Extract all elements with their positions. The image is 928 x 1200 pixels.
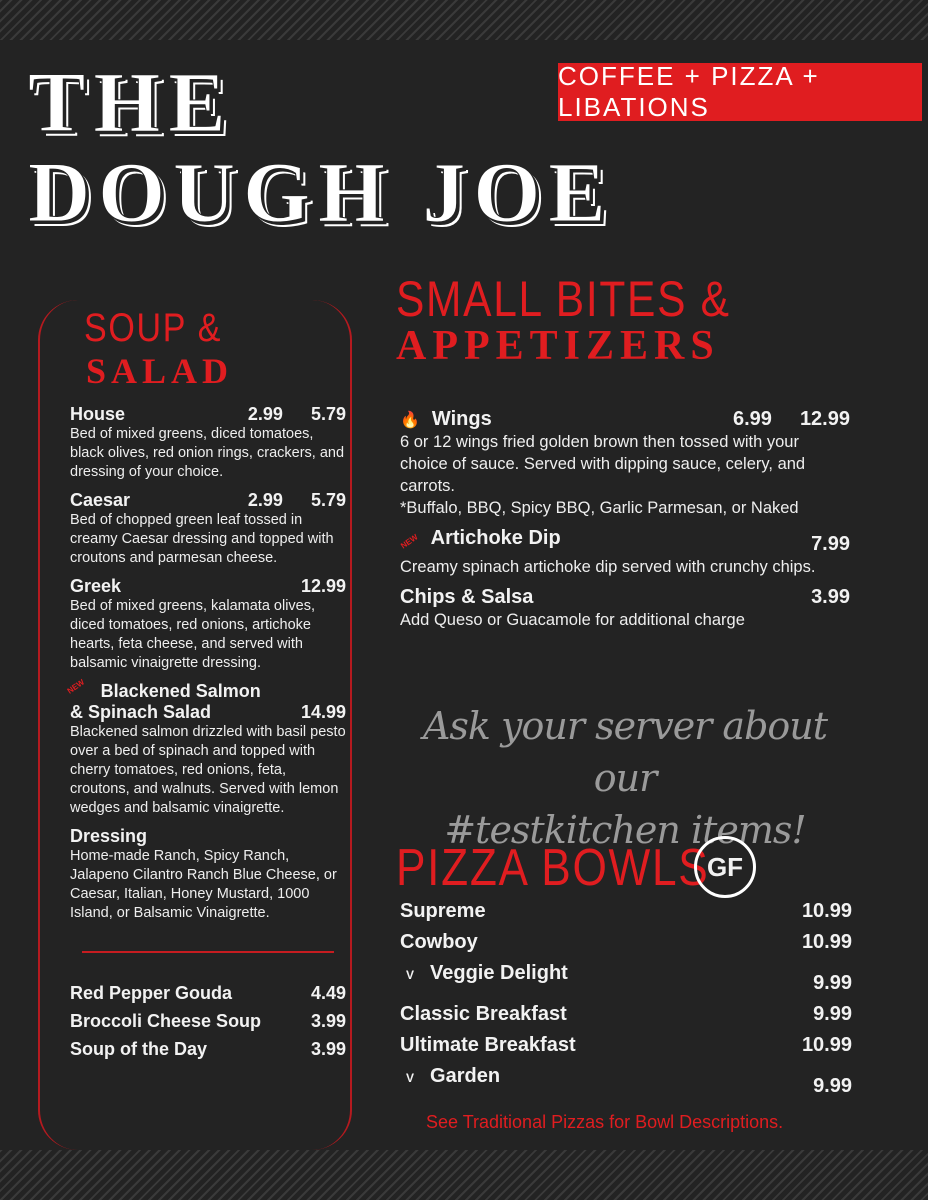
item-price: 3.99 (310, 1011, 346, 1031)
item-price: 7.99 (811, 533, 850, 555)
promo-line-2: #testkitchen items! (444, 808, 806, 852)
item-price: 3.99 (310, 1039, 346, 1059)
menu-item (400, 900, 852, 923)
salad-heading: SALAD (86, 351, 234, 391)
item-name: Dressing (70, 826, 148, 846)
menu-item (400, 400, 850, 519)
item-description: Bed of mixed greens, diced tomatoes, black olives, red onion rings, crackers, and dressing of your choice. (70, 426, 345, 480)
item-price: 14.99 (300, 702, 346, 722)
item-name: Broccoli Cheese Soup (70, 1011, 262, 1031)
item-name: Blackened Salmon (100, 681, 261, 701)
item-name: Caesar (70, 490, 131, 510)
vegetarian-icon: V (406, 968, 415, 982)
item-name: Classic Breakfast (400, 1003, 567, 1025)
item-price: 9.99 (813, 972, 852, 994)
new-badge: NEW (399, 532, 420, 551)
item-price: 2.99 (247, 490, 283, 510)
menu-item (70, 404, 346, 482)
item-name: Chips & Salsa (400, 586, 534, 608)
item-name: Red Pepper Gouda (70, 983, 233, 1003)
promo-line-1: Ask your server about our (422, 704, 828, 800)
item-description: 6 or 12 wings fried golden brown then tossed with your choice of sauce. Served with dipping sauce, celery, and carrots. (400, 433, 806, 495)
menu-item (70, 490, 346, 568)
menu-item (70, 576, 346, 673)
flame-icon: 🔥 (400, 412, 420, 429)
menu-item (400, 527, 850, 578)
new-badge: NEW (65, 677, 87, 696)
item-description: Bed of mixed greens, kalamata olives, diced tomatoes, red onions, artichoke hearts, feta cheese, and served with balsamic vinaigrette dressing. (70, 598, 316, 671)
appetizers-heading: APPETIZERS (396, 323, 720, 369)
item-description: Bed of chopped green leaf tossed in creamy Caesar dressing and topped with croutons and parmesan cheese. (70, 512, 334, 566)
item-name-line-2: & Spinach Salad (70, 702, 212, 722)
menu-item (400, 1034, 852, 1057)
item-price: 10.99 (801, 900, 852, 922)
item-name: Soup of the Day (70, 1039, 208, 1059)
small-bites-heading: SMALL BITES & (396, 271, 731, 327)
gluten-free-badge: GF (694, 836, 756, 898)
item-price: 10.99 (801, 931, 852, 953)
item-name: Veggie Delight (430, 962, 568, 984)
item-name: Supreme (400, 900, 486, 922)
item-price: 12.99 (799, 408, 850, 430)
sauce-note: *Buffalo, BBQ, Spicy BBQ, Garlic Parmesan, or Naked (400, 499, 799, 517)
item-price: 10.99 (801, 1034, 852, 1056)
pizza-bowls-heading: PIZZA BOWLS (396, 839, 710, 897)
item-name: Artichoke Dip (430, 527, 561, 549)
menu-item (400, 962, 852, 995)
menu-item (400, 586, 850, 631)
menu-item (65, 677, 346, 818)
title-line-1: THE (28, 54, 234, 150)
item-price: 2.99 (247, 404, 283, 424)
item-price: 12.99 (300, 576, 346, 596)
item-name: Cowboy (400, 931, 478, 953)
soup-item (70, 1039, 346, 1060)
bowl-footnote: See Traditional Pizzas for Bowl Descriptions. (426, 1112, 784, 1132)
vegetarian-icon: V (406, 1071, 415, 1085)
bottom-stripes (0, 1150, 928, 1200)
item-name: Greek (70, 576, 122, 596)
menu-item (400, 931, 852, 954)
item-price: 4.49 (310, 983, 346, 1003)
menu-item (400, 1065, 852, 1098)
menu-item (70, 826, 346, 923)
appetizer-list (400, 400, 850, 639)
item-name: Wings (431, 408, 492, 430)
top-stripes (0, 0, 928, 40)
item-price: 5.79 (310, 490, 346, 510)
divider (82, 951, 334, 953)
item-name: Ultimate Breakfast (400, 1034, 576, 1056)
title-line-2: DOUGH JOE (28, 144, 614, 240)
item-price: 9.99 (813, 1075, 852, 1097)
item-description: Creamy spinach artichoke dip served with crunchy chips. (400, 558, 816, 576)
soup-heading: SOUP & (84, 306, 223, 350)
item-price: 5.79 (310, 404, 346, 424)
item-description: Add Queso or Guacamole for additional charge (400, 611, 745, 629)
item-name: Garden (430, 1065, 501, 1087)
menu-item (400, 1003, 852, 1026)
item-description: Home-made Ranch, Spicy Ranch, Jalapeno Cilantro Ranch Blue Cheese, or Caesar, Italian, Honey Mustard, 1000 Island, or Balsamic Vinaigrette. (70, 848, 337, 921)
item-price: 3.99 (811, 586, 850, 608)
item-name: House (70, 404, 126, 424)
pizza-bowl-list (400, 900, 852, 1106)
test-kitchen-promo (400, 700, 850, 856)
soup-item (70, 983, 346, 1004)
item-price: 6.99 (733, 408, 772, 430)
item-description: Blackened salmon drizzled with basil pesto over a bed of spinach and topped with cherry tomatoes, red onions, feta, croutons, and walnuts. Served with lemon wedges and balsamic vinaigrette. (70, 724, 346, 816)
tagline-banner: COFFEE + PIZZA + LIBATIONS (558, 63, 922, 121)
item-price: 9.99 (813, 1003, 852, 1025)
salad-list (65, 404, 346, 1060)
soup-item (70, 1011, 346, 1032)
